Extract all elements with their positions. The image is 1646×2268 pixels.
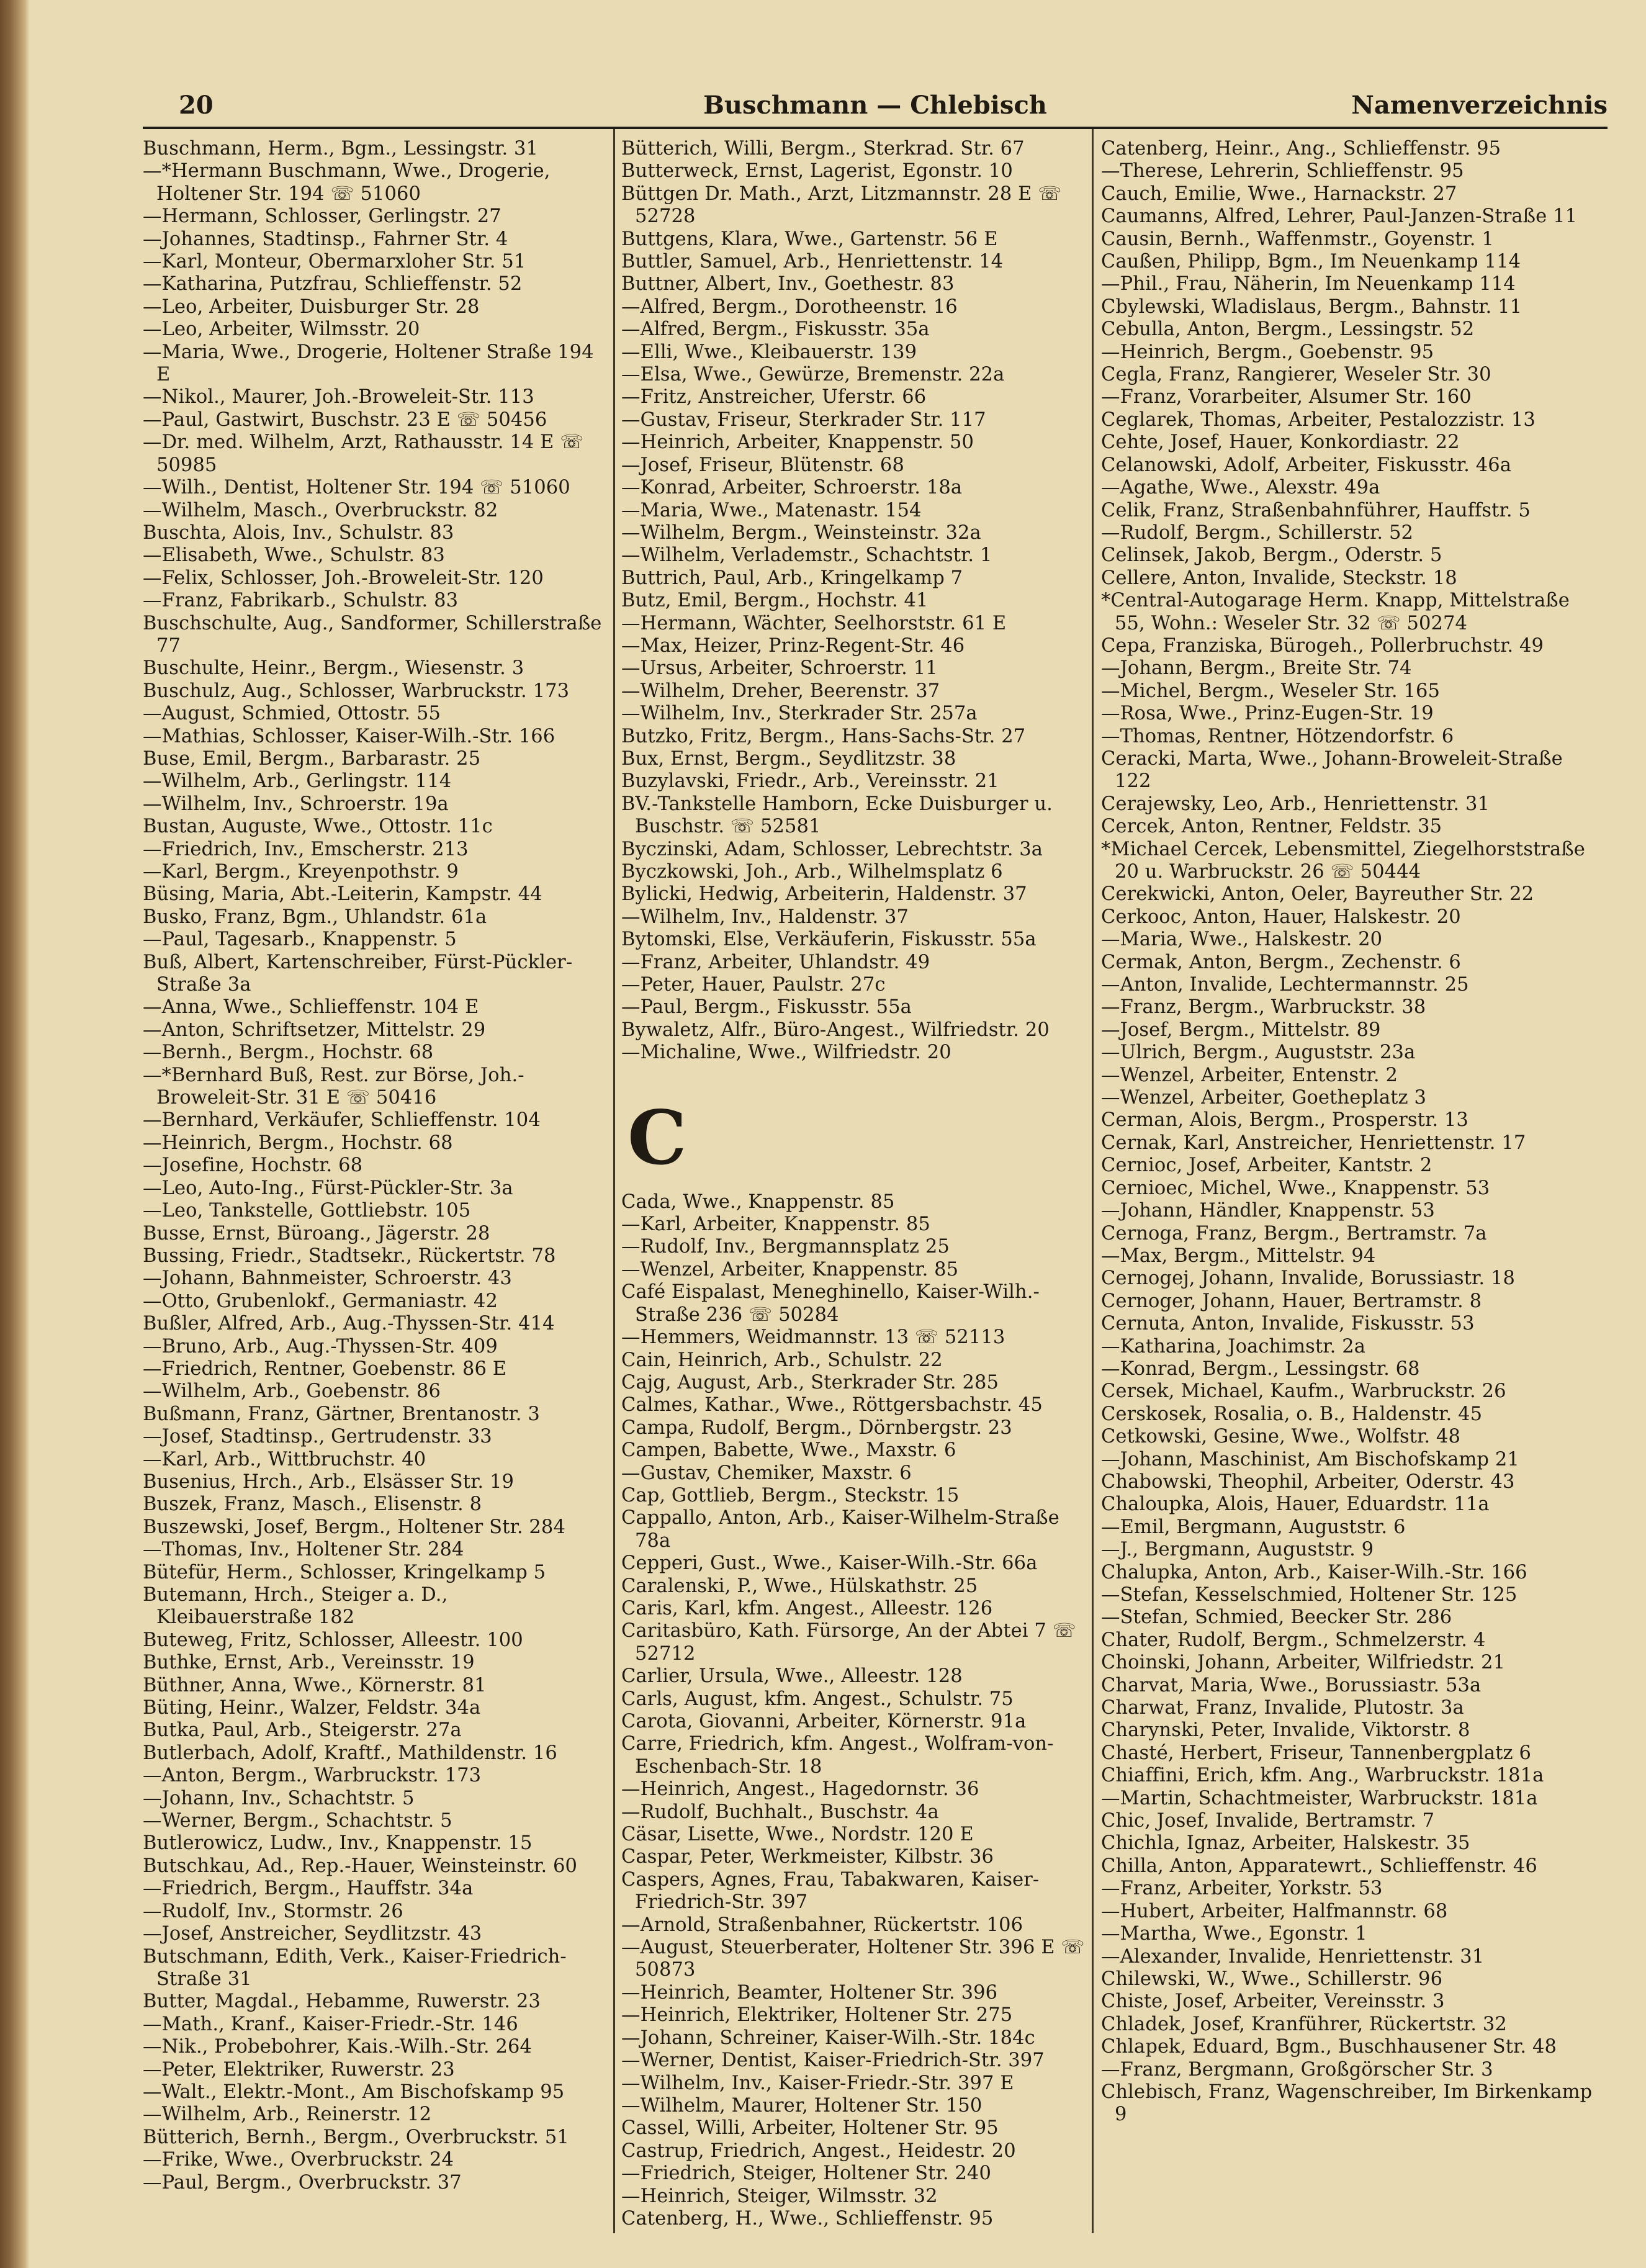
directory-entry: —Anton, Schriftsetzer, Mittelstr. 29	[143, 1019, 486, 1041]
directory-entry: —Wilhelm, Arb., Gerlingstr. 114	[143, 770, 452, 793]
directory-entry: —Heinrich, Bergm., Hochstr. 68	[143, 1132, 453, 1154]
directory-entry: —Leo, Arbeiter, Wilmsstr. 20	[143, 318, 420, 341]
directory-entry: Bußmann, Franz, Gärtner, Brentanostr. 3	[143, 1403, 540, 1425]
directory-entry: Caris, Karl, kfm. Angest., Alleestr. 126	[621, 1597, 993, 1619]
directory-entry: Celinsek, Jakob, Bergm., Oderstr. 5	[1101, 544, 1442, 567]
directory-entry: —Rudolf, Inv., Stormstr. 26	[143, 1900, 403, 1922]
directory-entry: Chlebisch, Franz, Wagenschreiber, Im Birkenkamp 9	[1101, 2081, 1593, 2126]
directory-entry: Büsing, Maria, Abt.-Leiterin, Kampstr. 44	[143, 883, 542, 906]
directory-entry: Cerskosek, Rosalia, o. B., Haldenstr. 45	[1101, 1403, 1483, 1425]
directory-entry: —Frike, Wwe., Overbruckstr. 24	[143, 2149, 454, 2171]
directory-entry: Butterweck, Ernst, Lagerist, Egonstr. 10	[621, 160, 1013, 182]
directory-entry: Büthner, Anna, Wwe., Körnerstr. 81	[143, 1674, 487, 1696]
directory-entry: Buschta, Alois, Inv., Schulstr. 83	[143, 521, 454, 544]
directory-entry: Cebulla, Anton, Bergm., Lessingstr. 52	[1101, 318, 1475, 341]
directory-entry: Bustan, Auguste, Wwe., Ottostr. 11c	[143, 816, 493, 838]
directory-entry: Bylicki, Hedwig, Arbeiterin, Haldenstr. 37	[621, 883, 1027, 906]
directory-entry: Cepperi, Gust., Wwe., Kaiser-Wilh.-Str. 66a	[621, 1552, 1038, 1575]
directory-entry: Buttler, Samuel, Arb., Henriettenstr. 14	[621, 251, 1004, 273]
directory-entry: Chiste, Josef, Arbeiter, Vereinsstr. 3	[1101, 1991, 1445, 2013]
directory-entry: —Elsa, Wwe., Gewürze, Bremenstr. 22a	[621, 364, 1005, 386]
directory-entry: —Thomas, Inv., Holtener Str. 284	[143, 1539, 464, 1561]
directory-entry: Byczkowski, Joh., Arb., Wilhelmsplatz 6	[621, 861, 1003, 883]
directory-entry: Cappallo, Anton, Arb., Kaiser-Wilhelm-Straße 78a	[621, 1507, 1059, 1552]
directory-entry: Castrup, Friedrich, Angest., Heidestr. 20	[621, 2140, 1016, 2162]
directory-entry: —Martha, Wwe., Egonstr. 1	[1101, 1923, 1367, 1945]
directory-entry: Cepa, Franziska, Bürogeh., Pollerbruchstr. 49	[1101, 634, 1544, 657]
directory-entry: —Alfred, Bergm., Fiskusstr. 35a	[621, 318, 930, 341]
directory-entry: Campen, Babette, Wwe., Maxstr. 6	[621, 1439, 956, 1462]
directory-entry: —Maria, Wwe., Matenastr. 154	[621, 499, 922, 521]
directory-entry: —Johann, Maschinist, Am Bischofskamp 21	[1101, 1448, 1519, 1470]
directory-entry: —Leo, Auto-Ing., Fürst-Pückler-Str. 3a	[143, 1177, 513, 1199]
directory-entry: —Gustav, Chemiker, Maxstr. 6	[621, 1462, 912, 1484]
directory-entry: —*Hermann Buschmann, Wwe., Drogerie, Holtener Str. 194 ☏ 51060	[143, 160, 551, 205]
directory-entry: —Konrad, Arbeiter, Schroerstr. 18a	[621, 477, 963, 499]
directory-entry: —Anton, Bergm., Warbruckstr. 173	[143, 1765, 482, 1787]
directory-entry: —Heinrich, Arbeiter, Knappenstr. 50	[621, 431, 974, 454]
directory-entry: Cernak, Karl, Anstreicher, Henriettenstr. 17	[1101, 1132, 1526, 1154]
directory-entry: —Wilhelm, Verlademstr., Schachtstr. 1	[621, 544, 992, 567]
directory-entry: Chic, Josef, Invalide, Bertramstr. 7	[1101, 1810, 1435, 1832]
directory-page	[143, 87, 1608, 2247]
directory-entry: Buschmann, Herm., Bgm., Lessingstr. 31	[143, 138, 539, 160]
directory-entry: —Peter, Elektriker, Ruwerstr. 23	[143, 2058, 455, 2081]
directory-entry: —Leo, Tankstelle, Gottliebstr. 105	[143, 1200, 471, 1222]
page-header	[143, 87, 1608, 129]
directory-entry: Caspar, Peter, Werkmeister, Kilbstr. 36	[621, 1846, 994, 1868]
running-title: Buschmann — Chlebisch	[703, 91, 1047, 120]
directory-entry: Büttgen Dr. Math., Arzt, Litzmannstr. 28 E ☏ 52728	[621, 182, 1062, 228]
directory-entry: Chasté, Herbert, Friseur, Tannenbergplatz 6	[1101, 1742, 1532, 1764]
directory-entry: Charynski, Peter, Invalide, Viktorstr. 8	[1101, 1719, 1470, 1742]
directory-entry: —Josef, Anstreicher, Seydlitzstr. 43	[143, 1923, 482, 1945]
directory-entry: Caumanns, Alfred, Lehrer, Paul-Janzen-Straße 11	[1101, 205, 1578, 228]
directory-entry: —Rudolf, Bergm., Schillerstr. 52	[1101, 521, 1413, 544]
directory-entry: —Martin, Schachtmeister, Warbruckstr. 181a	[1101, 1787, 1538, 1809]
directory-entry: Chalupka, Anton, Arb., Kaiser-Wilh.-Str. 166	[1101, 1561, 1527, 1583]
directory-entry: Cernogej, Johann, Invalide, Borussiastr. 18	[1101, 1267, 1515, 1290]
directory-entry: Cernuta, Anton, Invalide, Fiskusstr. 53	[1101, 1313, 1475, 1335]
directory-entry: —Maria, Wwe., Halskestr. 20	[1101, 929, 1383, 951]
column-1	[143, 129, 613, 2233]
directory-entry: —Wilhelm, Dreher, Beerenstr. 37	[621, 680, 940, 702]
directory-entry: Cehte, Josef, Hauer, Konkordiastr. 22	[1101, 431, 1460, 454]
directory-entry: Bywaletz, Alfr., Büro-Angest., Wilfriedstr. 20	[621, 1019, 1050, 1041]
directory-entry: —Heinrich, Angest., Hagedornstr. 36	[621, 1778, 979, 1801]
directory-entry: Caspers, Agnes, Frau, Tabakwaren, Kaiser-Friedrich-Str. 397	[621, 1868, 1040, 1914]
directory-entry: Butter, Magdal., Hebamme, Ruwerstr. 23	[143, 1991, 541, 2013]
directory-entry: Byczinski, Adam, Schlosser, Lebrechtstr. 3a	[621, 838, 1043, 860]
directory-entry: Causin, Bernh., Waffenmstr., Goyenstr. 1	[1101, 228, 1494, 250]
directory-entry: Cernoger, Johann, Hauer, Bertramstr. 8	[1101, 1290, 1482, 1312]
directory-entry: —Nik., Probebohrer, Kais.-Wilh.-Str. 264	[143, 2036, 532, 2058]
directory-entry: —Elli, Wwe., Kleibauerstr. 139	[621, 341, 917, 363]
directory-entry: Carota, Giovanni, Arbeiter, Körnerstr. 91a	[621, 1711, 1027, 1732]
directory-entry: —Math., Kranf., Kaiser-Friedr.-Str. 146	[143, 2013, 518, 2035]
directory-entry: —Bernhard, Verkäufer, Schlieffenstr. 104	[143, 1109, 541, 1132]
directory-entry: —Agathe, Wwe., Alexstr. 49a	[1101, 477, 1380, 499]
directory-entry: Chabowski, Theophil, Arbeiter, Oderstr. 43	[1101, 1470, 1515, 1493]
directory-entry: —Heinrich, Steiger, Wilmsstr. 32	[621, 2185, 938, 2207]
directory-entry: Cernoga, Franz, Bergm., Bertramstr. 7a	[1101, 1222, 1487, 1244]
directory-entry: —Felix, Schlosser, Joh.-Broweleit-Str. 120	[143, 567, 544, 589]
directory-entry: Butzko, Fritz, Bergm., Hans-Sachs-Str. 27	[621, 725, 1026, 747]
directory-entry: Cerekwicki, Anton, Oeler, Bayreuther Str. 22	[1101, 883, 1534, 906]
directory-entry: Buschschulte, Aug., Sandformer, Schillerstraße 77	[143, 612, 602, 657]
directory-entry: Chaloupka, Alois, Hauer, Eduardstr. 11a	[1101, 1493, 1490, 1516]
directory-entry: —Wenzel, Arbeiter, Entenstr. 2	[1101, 1064, 1398, 1086]
directory-entry: Cernioec, Michel, Wwe., Knappenstr. 53	[1101, 1177, 1490, 1199]
directory-entry: —Johann, Inv., Schachtstr. 5	[143, 1787, 415, 1809]
directory-entry: —Hermann, Wächter, Seelhorststr. 61 E	[621, 612, 1007, 634]
directory-entry: —Phil., Frau, Näherin, Im Neuenkamp 114	[1101, 273, 1516, 295]
directory-entry: —Hermann, Schlosser, Gerlingstr. 27	[143, 205, 501, 228]
directory-entry: —Paul, Tagesarb., Knappenstr. 5	[143, 929, 457, 951]
directory-entry: Cersek, Michael, Kaufm., Warbruckstr. 26	[1101, 1380, 1506, 1403]
directory-entry: Choinski, Johann, Arbeiter, Wilfriedstr. 21	[1101, 1652, 1506, 1674]
directory-entry: —Wilhelm, Inv., Sterkrader Str. 257a	[621, 703, 978, 725]
directory-entry: —Max, Heizer, Prinz-Regent-Str. 46	[621, 634, 965, 657]
directory-entry: Bütterich, Bernh., Bergm., Overbruckstr. 51	[143, 2126, 569, 2148]
directory-entry: Cernioc, Josef, Arbeiter, Kantstr. 2	[1101, 1154, 1432, 1177]
directory-entry: —Therese, Lehrerin, Schlieffenstr. 95	[1101, 160, 1464, 182]
directory-entry: *Michael Cercek, Lebensmittel, Ziegelhorststraße 20 u. Warbruckstr. 26 ☏ 50444	[1101, 838, 1585, 883]
directory-entry: —Fritz, Anstreicher, Uferstr. 66	[621, 386, 927, 408]
directory-entry: Campa, Rudolf, Bergm., Dörnbergstr. 23	[621, 1416, 1012, 1439]
directory-entry: Caußen, Philipp, Bgm., Im Neuenkamp 114	[1101, 251, 1521, 273]
directory-entry: Buschulte, Heinr., Bergm., Wiesenstr. 3	[143, 657, 524, 680]
directory-entry: Buszek, Franz, Masch., Elisenstr. 8	[143, 1493, 482, 1516]
directory-entry: —Rudolf, Inv., Bergmannsplatz 25	[621, 1236, 950, 1258]
directory-entry: Bytomski, Else, Verkäuferin, Fiskusstr. 55a	[621, 929, 1037, 951]
directory-entry: —Thomas, Rentner, Hötzendorfstr. 6	[1101, 725, 1454, 747]
directory-entry: —Alexander, Invalide, Henriettenstr. 31	[1101, 1945, 1485, 1968]
directory-entry: —Arnold, Straßenbahner, Rückertstr. 106	[621, 1914, 1023, 1936]
directory-entry: Buteweg, Fritz, Schlosser, Alleestr. 100	[143, 1629, 523, 1651]
directory-entry: Carlier, Ursula, Wwe., Alleestr. 128	[621, 1665, 963, 1688]
directory-entry: Cauch, Emilie, Wwe., Harnackstr. 27	[1101, 182, 1457, 205]
directory-entry: Buzylavski, Friedr., Arb., Vereinsstr. 21	[621, 770, 999, 793]
directory-entry: —Franz, Bergmann, Großgörscher Str. 3	[1101, 2058, 1493, 2081]
directory-entry: —Franz, Vorarbeiter, Alsumer Str. 160	[1101, 386, 1472, 408]
column-3	[1094, 129, 1598, 2233]
book-spine	[0, 0, 30, 2268]
directory-entry: Bütterich, Willi, Bergm., Sterkrad. Str. 67	[621, 138, 1025, 160]
directory-entry: —Wilhelm, Masch., Overbruckstr. 82	[143, 499, 498, 521]
directory-entry: Busko, Franz, Bgm., Uhlandstr. 61a	[143, 906, 487, 928]
directory-entry: Charvat, Maria, Wwe., Borussiastr. 53a	[1101, 1674, 1482, 1696]
directory-entry: —Anton, Invalide, Lechtermannstr. 25	[1101, 974, 1469, 996]
directory-entry: BV.-Tankstelle Hamborn, Ecke Duisburger u. Buschstr. ☏ 52581	[621, 793, 1053, 838]
directory-entry: —Ulrich, Bergm., Auguststr. 23a	[1101, 1042, 1416, 1064]
directory-entry: —Nikol., Maurer, Joh.-Broweleit-Str. 113	[143, 386, 534, 408]
directory-entry: Cain, Heinrich, Arb., Schulstr. 22	[621, 1349, 943, 1371]
directory-entry: —Josefine, Hochstr. 68	[143, 1154, 363, 1177]
directory-entry: Cerajewsky, Leo, Arb., Henriettenstr. 31	[1101, 793, 1490, 815]
directory-entry: —Friedrich, Bergm., Hauffstr. 34a	[143, 1878, 474, 1900]
directory-entry: —Wenzel, Arbeiter, Goetheplatz 3	[1101, 1087, 1426, 1109]
directory-entry: —Karl, Monteur, Obermarxloher Str. 51	[143, 251, 526, 273]
directory-entry: —Paul, Bergm., Overbruckstr. 37	[143, 2171, 462, 2194]
directory-entry: —Friedrich, Rentner, Goebenstr. 86 E	[143, 1357, 507, 1380]
directory-entry: Chilewski, W., Wwe., Schillerstr. 96	[1101, 1968, 1443, 1990]
directory-entry: Buttrich, Paul, Arb., Kringelkamp 7	[621, 567, 963, 589]
directory-entry: —Emil, Bergmann, Auguststr. 6	[1101, 1516, 1406, 1538]
directory-entry: —Bernh., Bergm., Hochstr. 68	[143, 1042, 434, 1064]
directory-entry: —Gustav, Friseur, Sterkrader Str. 117	[621, 408, 986, 431]
directory-entry: Calmes, Kathar., Wwe., Röttgersbachstr. 45	[621, 1394, 1043, 1416]
directory-entry: —Johann, Händler, Knappenstr. 53	[1101, 1200, 1435, 1222]
directory-entry: —Walt., Elektr.-Mont., Am Bischofskamp 95	[143, 2081, 565, 2103]
directory-entry: *Central-Autogarage Herm. Knapp, Mittelstraße 55, Wohn.: Weseler Str. 32 ☏ 50274	[1101, 590, 1570, 634]
directory-entry: Ceracki, Marta, Wwe., Johann-Broweleit-Straße 122	[1101, 747, 1563, 793]
directory-entry: Bußler, Alfred, Arb., Aug.-Thyssen-Str. 414	[143, 1313, 555, 1335]
directory-entry: Catenberg, H., Wwe., Schlieffenstr. 95	[621, 2207, 994, 2230]
directory-entry: —Hemmers, Weidmannstr. 13 ☏ 52113	[621, 1326, 1005, 1349]
directory-entry: Cermak, Anton, Bergm., Zechenstr. 6	[1101, 951, 1461, 973]
directory-entry: Butemann, Hrch., Steiger a. D., Kleibauerstraße 182	[143, 1584, 448, 1629]
directory-entry: Cada, Wwe., Knappenstr. 85	[621, 1190, 895, 1213]
directory-entry: —*Bernhard Buß, Rest. zur Börse, Joh.-Broweleit-Str. 31 E ☏ 50416	[143, 1064, 524, 1109]
directory-entry: —Michaline, Wwe., Wilfriedstr. 20	[621, 1042, 951, 1064]
directory-entry: Buse, Emil, Bergm., Barbarastr. 25	[143, 747, 481, 770]
directory-entry: —Wilh., Dentist, Holtener Str. 194 ☏ 51060	[143, 477, 570, 499]
directory-entry: —Wilhelm, Maurer, Holtener Str. 150	[621, 2094, 983, 2117]
directory-entry: Butz, Emil, Bergm., Hochstr. 41	[621, 590, 929, 612]
directory-entry: Carls, August, kfm. Angest., Schulstr. 75	[621, 1688, 1014, 1710]
directory-entry: —Bruno, Arb., Aug.-Thyssen-Str. 409	[143, 1335, 498, 1357]
directory-entry: —Johann, Bahnmeister, Schroerstr. 43	[143, 1267, 512, 1290]
directory-entry: —Johann, Schreiner, Kaiser-Wilh.-Str. 184c	[621, 2027, 1035, 2049]
directory-entry: Chiaffini, Erich, kfm. Ang., Warbruckstr. 181a	[1101, 1765, 1544, 1787]
directory-entry: —Konrad, Bergm., Lessingstr. 68	[1101, 1357, 1420, 1380]
directory-entry: Buttgens, Klara, Wwe., Gartenstr. 56 E	[621, 228, 998, 250]
directory-entry: —Josef, Stadtinsp., Gertrudenstr. 33	[143, 1426, 492, 1448]
directory-entry: Buthke, Ernst, Arb., Vereinsstr. 19	[143, 1652, 475, 1674]
directory-entry: —Rudolf, Buchhalt., Buschstr. 4a	[621, 1801, 939, 1823]
directory-entry: —Wenzel, Arbeiter, Knappenstr. 85	[621, 1258, 959, 1280]
directory-entry: —Peter, Hauer, Paulstr. 27c	[621, 974, 886, 996]
directory-entry: Charwat, Franz, Invalide, Plutostr. 3a	[1101, 1697, 1464, 1719]
directory-entry: Busenius, Hrch., Arb., Elsässer Str. 19	[143, 1470, 515, 1493]
directory-entry: —Heinrich, Elektriker, Holtener Str. 275	[621, 2004, 1013, 2027]
page-number: 20	[179, 91, 214, 120]
directory-entry: Butschmann, Edith, Verk., Kaiser-Friedrich-Straße 31	[143, 1945, 567, 1990]
directory-entry: Chlapek, Eduard, Bgm., Buschhausener Str. 48	[1101, 2036, 1557, 2058]
directory-entry: —Karl, Arb., Wittbruchstr. 40	[143, 1448, 426, 1470]
directory-entry: —August, Schmied, Ottostr. 55	[143, 703, 441, 725]
directory-entry: —Katharina, Joachimstr. 2a	[1101, 1335, 1365, 1357]
directory-entry: —Elisabeth, Wwe., Schulstr. 83	[143, 544, 445, 567]
directory-entry: —Stefan, Kesselschmied, Holtener Str. 125	[1101, 1584, 1518, 1606]
directory-entry: —Hubert, Arbeiter, Halfmannstr. 68	[1101, 1900, 1448, 1922]
directory-entry: Cetkowski, Gesine, Wwe., Wolfstr. 48	[1101, 1426, 1460, 1448]
directory-entry: —Franz, Arbeiter, Uhlandstr. 49	[621, 951, 930, 973]
directory-entry: —Wilhelm, Arb., Goebenstr. 86	[143, 1380, 441, 1403]
directory-entry: Carre, Friedrich, kfm. Angest., Wolfram-von-Eschenbach-Str. 18	[621, 1733, 1054, 1778]
directory-entry: Cäsar, Lisette, Wwe., Nordstr. 120 E	[621, 1824, 974, 1846]
columns	[143, 129, 1608, 2233]
directory-entry: Butka, Paul, Arb., Steigerstr. 27a	[143, 1719, 462, 1742]
column-2-top	[621, 138, 1086, 1064]
directory-entry: —Katharina, Putzfrau, Schlieffenstr. 52	[143, 273, 523, 295]
directory-entry: —Heinrich, Bergm., Goebenstr. 95	[1101, 341, 1434, 363]
directory-entry: Butschkau, Ad., Rep.-Hauer, Weinsteinstr. 60	[143, 1855, 578, 1877]
directory-entry: Cerman, Alois, Bergm., Prosperstr. 13	[1101, 1109, 1468, 1132]
directory-entry: —Karl, Arbeiter, Knappenstr. 85	[621, 1213, 930, 1236]
directory-entry: —Heinrich, Beamter, Holtener Str. 396	[621, 1981, 998, 2004]
directory-entry: Cegla, Franz, Rangierer, Weseler Str. 30	[1101, 364, 1491, 386]
directory-entry: Buszewski, Josef, Bergm., Holtener Str. 284	[143, 1516, 565, 1538]
column-2-bottom	[621, 1191, 1086, 2231]
directory-entry: Buß, Albert, Kartenschreiber, Fürst-Pückler-Straße 3a	[143, 951, 573, 996]
directory-entry: Bütefür, Herm., Schlosser, Kringelkamp 5	[143, 1561, 546, 1583]
directory-entry: —August, Steuerberater, Holtener Str. 396 E ☏ 50873	[621, 1937, 1085, 1981]
directory-entry: —Friedrich, Inv., Emscherstr. 213	[143, 838, 469, 860]
directory-entry: —Paul, Gastwirt, Buschstr. 23 E ☏ 50456	[143, 408, 547, 431]
directory-entry: Cerkooc, Anton, Hauer, Halskestr. 20	[1101, 906, 1461, 928]
directory-entry: Buttner, Albert, Inv., Goethestr. 83	[621, 273, 955, 295]
directory-entry: Celanowski, Adolf, Arbeiter, Fiskusstr. 46a	[1101, 454, 1512, 476]
directory-entry: Cap, Gottlieb, Bergm., Steckstr. 15	[621, 1484, 960, 1506]
directory-entry: —Werner, Dentist, Kaiser-Friedrich-Str. 397	[621, 2050, 1045, 2072]
directory-entry: —Maria, Wwe., Drogerie, Holtener Straße 194 E	[143, 341, 594, 386]
directory-entry: Celik, Franz, Straßenbahnführer, Hauffstr. 5	[1101, 499, 1531, 521]
directory-entry: Buschulz, Aug., Schlosser, Warbruckstr. 173	[143, 680, 570, 702]
directory-entry: Ceglarek, Thomas, Arbeiter, Pestalozzistr. 13	[1101, 408, 1536, 431]
directory-entry: Catenberg, Heinr., Ang., Schlieffenstr. 95	[1101, 138, 1501, 160]
directory-entry: —Michel, Bergm., Weseler Str. 165	[1101, 680, 1440, 702]
directory-entry: —Alfred, Bergm., Dorotheenstr. 16	[621, 295, 958, 318]
directory-entry: —Ursus, Arbeiter, Schroerstr. 11	[621, 657, 938, 680]
directory-entry: Cassel, Willi, Arbeiter, Holtener Str. 95	[621, 2117, 999, 2140]
directory-entry: —Wilhelm, Arb., Reinerstr. 12	[143, 2104, 432, 2126]
directory-entry: Cellere, Anton, Invalide, Steckstr. 18	[1101, 567, 1457, 589]
directory-entry: Cercek, Anton, Rentner, Feldstr. 35	[1101, 816, 1442, 838]
directory-entry: —Wilhelm, Inv., Kaiser-Friedr.-Str. 397 E	[621, 2072, 1014, 2094]
directory-entry: —Franz, Arbeiter, Yorkstr. 53	[1101, 1878, 1383, 1900]
directory-entry: Café Eispalast, Meneghinello, Kaiser-Wilh.-Straße 236 ☏ 50284	[621, 1281, 1040, 1326]
directory-entry: Chilla, Anton, Apparatewrt., Schlieffenstr. 46	[1101, 1855, 1537, 1877]
directory-entry: Bussing, Friedr., Stadtsekr., Rückertstr. 78	[143, 1244, 556, 1267]
column-2	[615, 129, 1092, 2233]
directory-entry: —Stefan, Schmied, Beecker Str. 286	[1101, 1606, 1452, 1629]
directory-entry: —Wilhelm, Bergm., Weinsteinstr. 32a	[621, 521, 981, 544]
directory-entry: —Johann, Bergm., Breite Str. 74	[1101, 657, 1412, 680]
directory-entry: —Josef, Friseur, Blütenstr. 68	[621, 454, 904, 476]
directory-entry: —Paul, Bergm., Fiskusstr. 55a	[621, 996, 912, 1019]
directory-entry: Cbylewski, Wladislaus, Bergm., Bahnstr. 11	[1101, 295, 1522, 318]
directory-entry: —Josef, Bergm., Mittelstr. 89	[1101, 1019, 1381, 1041]
directory-entry: Caritasbüro, Kath. Fürsorge, An der Abtei 7 ☏ 52712	[621, 1620, 1076, 1665]
directory-entry: —Wilhelm, Inv., Haldenstr. 37	[621, 906, 909, 928]
directory-entry: Butlerowicz, Ludw., Inv., Knappenstr. 15	[143, 1832, 533, 1855]
directory-entry: Cajg, August, Arb., Sterkrader Str. 285	[621, 1371, 999, 1393]
directory-entry: —Franz, Fabrikarb., Schulstr. 83	[143, 590, 459, 612]
section-title: Namenverzeichnis	[1351, 91, 1608, 120]
directory-entry: —Johannes, Stadtinsp., Fahrner Str. 4	[143, 228, 508, 250]
directory-entry: Caralenski, P., Wwe., Hülskathstr. 25	[621, 1575, 978, 1597]
directory-entry: —Leo, Arbeiter, Duisburger Str. 28	[143, 295, 480, 318]
directory-entry: —Karl, Bergm., Kreyenpothstr. 9	[143, 861, 459, 883]
directory-entry: Chater, Rudolf, Bergm., Schmelzerstr. 4	[1101, 1629, 1486, 1651]
directory-entry: —Max, Bergm., Mittelstr. 94	[1101, 1244, 1376, 1267]
directory-entry: —Werner, Bergm., Schachtstr. 5	[143, 1810, 452, 1832]
directory-entry: —Rosa, Wwe., Prinz-Eugen-Str. 19	[1101, 703, 1434, 725]
directory-entry: Busse, Ernst, Büroang., Jägerstr. 28	[143, 1222, 490, 1244]
directory-entry: —Friedrich, Steiger, Holtener Str. 240	[621, 2162, 991, 2185]
directory-entry: —Franz, Bergm., Warbruckstr. 38	[1101, 996, 1426, 1019]
directory-entry: Büting, Heinr., Walzer, Feldstr. 34a	[143, 1697, 481, 1719]
directory-entry: Chladek, Josef, Kranführer, Rückertstr. 32	[1101, 2013, 1507, 2035]
directory-entry: —Dr. med. Wilhelm, Arzt, Rathausstr. 14 E ☏ 50985	[143, 431, 584, 476]
section-letter: C	[627, 1094, 687, 1182]
directory-entry: Chichla, Ignaz, Arbeiter, Halskestr. 35	[1101, 1832, 1470, 1855]
directory-entry: —Wilhelm, Inv., Schroerstr. 19a	[143, 793, 449, 815]
directory-entry: —Otto, Grubenlokf., Germaniastr. 42	[143, 1290, 498, 1312]
directory-entry: Butlerbach, Adolf, Kraftf., Mathildenstr. 16	[143, 1742, 557, 1764]
directory-entry: —Mathias, Schlosser, Kaiser-Wilh.-Str. 166	[143, 725, 555, 747]
directory-entry: —J., Bergmann, Auguststr. 9	[1101, 1539, 1374, 1561]
directory-entry: —Anna, Wwe., Schlieffenstr. 104 E	[143, 996, 479, 1019]
directory-entry: Bux, Ernst, Bergm., Seydlitzstr. 38	[621, 747, 956, 770]
